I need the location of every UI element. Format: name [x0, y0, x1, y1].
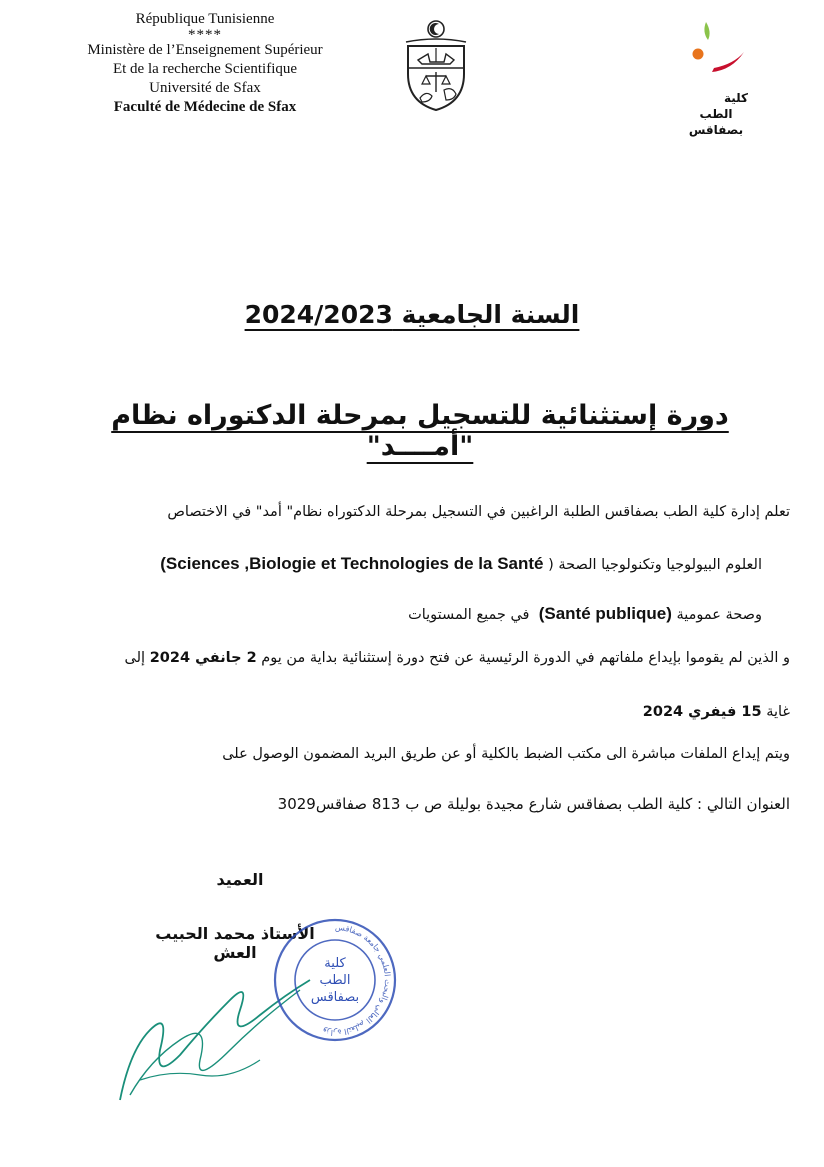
university-name: Université de Sfax: [149, 80, 261, 96]
session-title: [90, 400, 750, 462]
body-line-6: ويتم إيداع الملفات مباشرة الى مكتب الضبط بالكلية أو عن طريق البريد المضمون الوصول على: [222, 746, 790, 762]
until-word-2: غاية: [766, 704, 790, 720]
faculty-logo-line-2: الطب: [699, 107, 733, 121]
official-stamp: [270, 915, 400, 1045]
end-date: 15 فيفري 2024: [642, 704, 762, 720]
specialty-ar: العلوم البيولوجيا وتكنولوجيا الصحة (: [548, 557, 762, 573]
body-line-3: [408, 604, 762, 624]
faculty-logo-line-1: كلية: [723, 91, 749, 105]
header-stars: ****: [188, 27, 222, 43]
tunisia-coat-of-arms-icon: [400, 16, 472, 112]
session-title-text: دورة إستثنائية للتسجيل بمرحلة الدكتوراه نظام "أمــــد": [111, 400, 729, 462]
address-line: العنوان التالي : كلية الطب بصفاقس شارع مجيدة بوليلة ص ب 813 صفاقس3029: [277, 795, 790, 813]
body-line-1: تعلم إدارة كلية الطب بصفاقس الطلبة الراغبين في التسجيل بمرحلة الدكتوراه نظام" أمد" في الاختصاص: [167, 504, 790, 520]
country-name: République Tunisienne: [135, 11, 275, 27]
stamp-center-line-1: كلية: [324, 956, 346, 971]
specialty-fr-text: Sciences ,Biologie et Technologies de la Santé: [165, 554, 544, 573]
institution-header: [70, 10, 340, 117]
dean-title: العميد: [216, 870, 264, 889]
ministry-line-2: Et de la recherche Scientifique: [112, 61, 298, 77]
faculty-medicine-sfax-logo-icon: [668, 10, 764, 140]
faculty-name: Faculté de Médecine de Sfax: [113, 99, 297, 115]
specialty-fr: (Sciences ,Biologie et Technologies de la Santé: [160, 554, 544, 573]
public-health-fr: (Santé publique): [538, 604, 672, 623]
body-line-2: [160, 554, 762, 574]
all-levels-text: في جميع المستويات: [408, 607, 530, 623]
deposit-intro: و الذين لم يقوموا بإيداع ملفاتهم في الدورة الرئيسية عن فتح دورة إستثنائية بداية من يوم: [261, 650, 790, 666]
academic-year-title: [200, 300, 624, 329]
start-date: 2 جانفي 2024: [149, 650, 257, 666]
dean-name: الأستاذ محمد الحبيب العش: [155, 924, 315, 962]
stamp-center-line-3: بصفاقس: [310, 990, 360, 1005]
faculty-logo-line-3: بصفاقس: [688, 123, 744, 137]
public-health-ar: وصحة عمومية: [676, 607, 762, 623]
academic-year-text: السنة الجامعية 2024/2023: [244, 300, 580, 329]
body-line-5: [643, 704, 790, 720]
until-word: إلى: [124, 650, 146, 666]
body-line-4: [125, 650, 790, 666]
stamp-ring-text: وزارة التعليم العالي والبحث العلمي جامعة صفاقس: [321, 922, 393, 1038]
ministry-line-1: Ministère de l’Enseignement Supérieur: [87, 42, 323, 58]
stamp-center-line-2: الطب: [319, 973, 351, 988]
